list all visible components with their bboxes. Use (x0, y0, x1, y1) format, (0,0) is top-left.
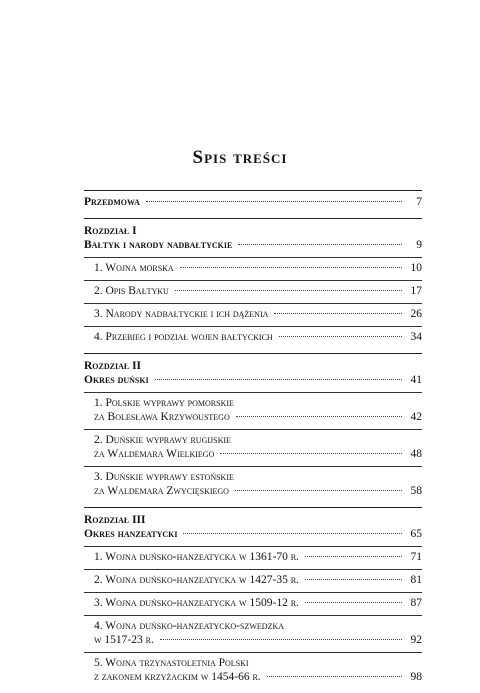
toc-leader-dots (146, 201, 402, 202)
toc-page-number: 41 (410, 374, 422, 386)
chapter-heading: Rozdział II (84, 360, 142, 372)
toc-subentry[interactable] (84, 429, 422, 466)
subentry-line (94, 447, 422, 462)
toc-subentry[interactable] (84, 569, 422, 592)
toc-subentry[interactable] (84, 257, 422, 280)
subentry-title: w 1517-23 r. (94, 634, 154, 646)
toc-leader-dots (180, 267, 402, 268)
toc-leader-dots (235, 490, 402, 491)
subentry-line (94, 410, 422, 425)
subentry-title-line: 4. Wojna duńsko-hanzeatycko-szwedzka (94, 620, 285, 632)
toc-preface[interactable] (84, 190, 422, 218)
subentry-title: za Waldemara Zwycięskiego (94, 485, 229, 497)
toc-subentry[interactable] (84, 615, 422, 652)
subentry-line (94, 573, 422, 588)
toc-page-number: 92 (410, 634, 422, 646)
subentry-title: 3. Wojna duńsko-hanzeatycka w 1509-12 r. (94, 597, 299, 609)
toc-subentry[interactable] (84, 652, 422, 689)
chapter-title: Okres duński (84, 374, 149, 386)
subentry-line (94, 330, 422, 345)
toc-page-number: 87 (410, 597, 422, 609)
toc-page-number: 58 (410, 485, 422, 497)
toc-subentry[interactable] (84, 392, 422, 429)
toc-leader-dots (274, 313, 402, 314)
toc-leader-dots (279, 336, 402, 337)
subentry-title: za Waldemara Wielkiego (94, 448, 215, 460)
subentry-title: 2. Wojna duńsko-hanzeatycka w 1427-35 r. (94, 574, 299, 586)
toc-chapters (84, 218, 422, 693)
toc-leader-dots (267, 676, 402, 677)
toc-subentry[interactable] (84, 466, 422, 503)
toc-leader-dots (238, 244, 402, 245)
toc-leader-dots (236, 416, 402, 417)
toc-page-number: 81 (410, 574, 422, 586)
toc-leader-dots (305, 602, 402, 603)
toc-subentry[interactable] (84, 592, 422, 615)
subentry-title-line: 3. Duńskie wyprawy estońskie (94, 471, 234, 483)
table-of-contents (84, 190, 422, 693)
toc-subentry[interactable] (84, 546, 422, 569)
chapter-title-line[interactable] (84, 238, 422, 253)
toc-leader-dots (305, 579, 402, 580)
chapter-title: Bałtyk i narody nadbałtyckie (84, 239, 233, 251)
toc-leader-dots (183, 533, 402, 534)
toc-page-number: 42 (410, 411, 422, 423)
subentry-line (94, 670, 422, 685)
toc-page-number: 71 (410, 551, 422, 563)
toc-leader-dots (155, 379, 402, 380)
toc-page-number: 10 (410, 262, 422, 274)
toc-page-number: 98 (410, 671, 422, 683)
toc-chapter (84, 353, 422, 507)
toc-leader-dots (305, 556, 402, 557)
subentry-line (94, 550, 422, 565)
chapter-heading: Rozdział I (84, 225, 137, 237)
toc-page-number: 65 (410, 528, 422, 540)
subentry-title: 2. Opis Bałtyku (94, 285, 169, 297)
toc-page-number: 7 (416, 196, 422, 208)
subentry-title: 4. Przebieg i podział wojen bałtyckich (94, 331, 273, 343)
chapter-title-line[interactable] (84, 527, 422, 542)
toc-page-number: 48 (410, 448, 422, 460)
subentry-line (94, 307, 422, 322)
toc-subentry[interactable] (84, 303, 422, 326)
subentry-line (94, 284, 422, 299)
toc-line (84, 195, 422, 210)
toc-subentry[interactable] (84, 326, 422, 349)
chapter-heading: Rozdział III (84, 514, 146, 526)
toc-page-number: 17 (410, 285, 422, 297)
subentry-title: 3. Narody nadbałtyckie i ich dążenia (94, 308, 269, 320)
subentry-line (94, 261, 422, 276)
toc-entry-title: Przedmowa (84, 196, 140, 208)
toc-page-number: 9 (416, 239, 422, 251)
subentry-title-line: 5. Wojna trzynastoletnia Polski (94, 657, 249, 669)
toc-chapter (84, 507, 422, 693)
chapter-title: Okres hanzeatycki (84, 528, 178, 540)
toc-leader-dots (175, 290, 402, 291)
subentry-title-line: 1. Polskie wyprawy pomorskie (94, 397, 234, 409)
toc-subentry[interactable] (84, 280, 422, 303)
subentry-title: z zakonem krzyżackim w 1454-66 r. (94, 671, 261, 683)
toc-leader-dots (220, 453, 402, 454)
subentry-line (94, 596, 422, 611)
toc-page-number: 26 (410, 308, 422, 320)
subentry-line (94, 484, 422, 499)
subentry-title: 1. Wojna duńsko-hanzeatycka w 1361-70 r. (94, 551, 299, 563)
toc-leader-dots (160, 639, 402, 640)
subentry-title: za Bolesława Krzywoustego (94, 411, 230, 423)
toc-chapter (84, 218, 422, 353)
page-title: Spis treści (192, 147, 288, 168)
toc-page-number: 34 (410, 331, 422, 343)
subentry-line (94, 633, 422, 648)
subentry-title: 1. Wojna morska (94, 262, 174, 274)
subentry-title-line: 2. Duńskie wyprawy rugijskie (94, 434, 231, 446)
chapter-title-line[interactable] (84, 373, 422, 388)
